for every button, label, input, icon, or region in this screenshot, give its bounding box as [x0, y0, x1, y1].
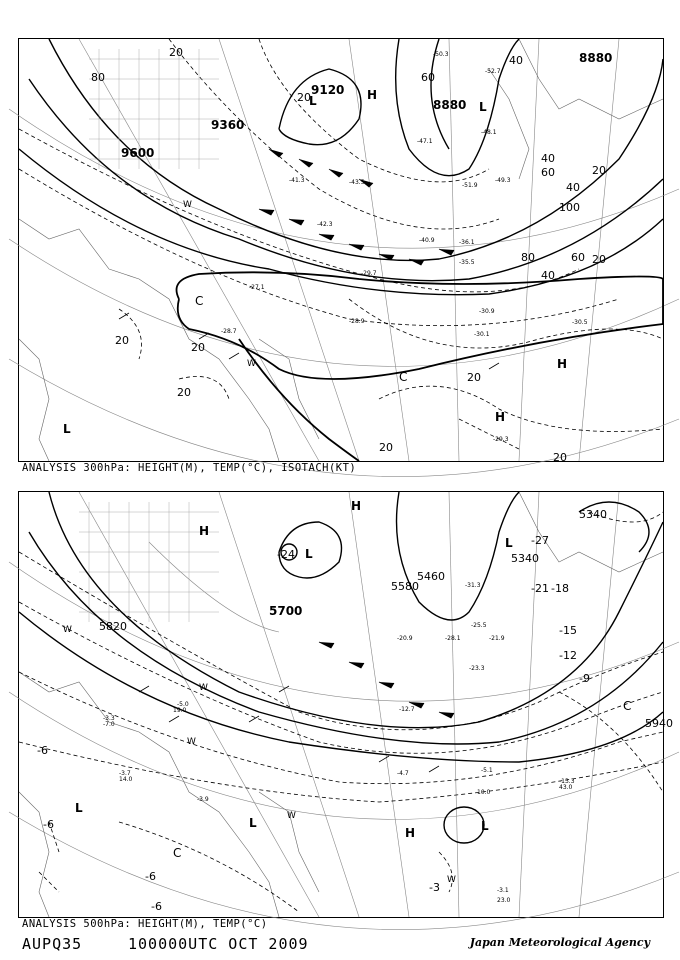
hatch-area — [79, 502, 219, 622]
isotach-label: 20 — [379, 441, 393, 454]
temp-label: -48.1 — [481, 129, 497, 136]
high-center: H — [199, 524, 210, 538]
temp-label: -24 — [277, 548, 295, 561]
temp-label: -42.3 — [317, 221, 333, 228]
cold-center: C — [399, 370, 408, 384]
height-label: 5820 — [99, 620, 127, 633]
temp-label: -15 — [559, 624, 577, 637]
low-center: L — [481, 819, 489, 833]
temp-label: -49.3 — [495, 177, 511, 184]
temp-label: -36.1 — [459, 239, 475, 246]
warm-center: W — [199, 683, 208, 693]
height-label: 5940 — [645, 717, 673, 730]
station-value: -3.3 — [103, 715, 115, 722]
station-value: -12.7 — [399, 706, 415, 713]
isotach-label: 80 — [521, 251, 535, 264]
station-value: -3.9 — [197, 796, 209, 803]
station-value: -28.1 — [445, 635, 461, 642]
low-center: L — [505, 536, 513, 550]
station-value: -5.1 — [481, 767, 493, 774]
station-value: -31.3 — [465, 582, 481, 589]
isotach-label: 40 — [566, 181, 580, 194]
high-center: H — [367, 88, 378, 102]
caption-300hpa: ANALYSIS 300hPa: HEIGHT(M), TEMP(°C), ISOTACH(KT) — [22, 462, 357, 474]
low-center: L — [249, 816, 257, 830]
map-300hpa — [19, 39, 663, 464]
station-value: 19.0 — [173, 707, 187, 714]
isotach-label: 60 — [421, 71, 435, 84]
chart-500hpa — [18, 491, 673, 918]
cold-center: C — [195, 294, 204, 308]
station-value: 43.0 — [559, 784, 573, 791]
valid-time: 100000UTC OCT 2009 — [128, 935, 309, 953]
low-center: L — [305, 547, 313, 561]
temp-label: -30.9 — [479, 308, 495, 315]
agency-name: Japan Meteorological Agency — [469, 936, 650, 949]
isotach-label: 40 — [509, 54, 523, 67]
caption-500hpa: ANALYSIS 500hPa: HEIGHT(M), TEMP(°C) — [22, 918, 268, 930]
height-label: 5700 — [269, 604, 303, 618]
height-label: 5580 — [391, 580, 419, 593]
graticule — [9, 492, 679, 930]
height-label: 9360 — [211, 118, 245, 132]
station-value: -3.1 — [497, 887, 509, 894]
height-label: 5460 — [417, 570, 445, 583]
station-value: -4.7 — [397, 770, 409, 777]
station-value: -5.0 — [177, 701, 189, 708]
station-value: 14.0 — [119, 776, 133, 783]
temp-label: -29.7 — [361, 270, 377, 277]
warm-center: W — [247, 359, 256, 369]
high-center: H — [557, 357, 568, 371]
cold-center: C — [173, 846, 182, 860]
temp-label: -27.1 — [249, 284, 265, 291]
bulletin-code: AUPQ35 — [22, 935, 83, 953]
temp-label: -3 — [429, 881, 440, 894]
low-center: L — [63, 422, 71, 436]
high-center: H — [495, 410, 506, 424]
height-label: 8880 — [579, 51, 613, 65]
isotach-label: 20 — [177, 386, 191, 399]
temp-label: -12 — [559, 649, 577, 662]
isotach-label: 20 — [592, 253, 606, 266]
jet-line — [239, 339, 359, 461]
temp-label: -6 — [37, 744, 48, 757]
chart-300hpa — [18, 38, 664, 462]
height-label: 5340 — [511, 552, 539, 565]
station-value: -20.9 — [397, 635, 413, 642]
temp-label: -52.7 — [485, 68, 501, 75]
warm-center: W — [447, 875, 456, 885]
station-value: -25.5 — [471, 622, 487, 629]
temp-label: -9 — [579, 672, 590, 685]
warm-center: W — [63, 625, 72, 635]
warm-center: W — [183, 200, 192, 210]
isotach-label: 80 — [91, 71, 105, 84]
isotach-label: 60 — [571, 251, 585, 264]
isotach-label: 20 — [115, 334, 129, 347]
low-center: L — [75, 801, 83, 815]
height-contours — [19, 39, 663, 295]
station-value: -3.7 — [119, 770, 131, 777]
isotach-label: 20 — [297, 91, 311, 104]
temp-label: -30.5 — [572, 319, 588, 326]
temp-label: -51.9 — [462, 182, 478, 189]
low-center: L — [309, 94, 317, 108]
high-center: H — [405, 826, 416, 840]
high-center: H — [351, 499, 362, 513]
temp-label: -6 — [151, 900, 162, 913]
isotach-label: 20 — [467, 371, 481, 384]
isotach-label: 40 — [541, 152, 555, 165]
warm-center: W — [287, 811, 296, 821]
height-label: 5340 — [579, 508, 607, 521]
temp-label: -28.7 — [221, 328, 237, 335]
temp-label: -6 — [145, 870, 156, 883]
temp-label: -18 — [551, 582, 569, 595]
isotach-label: 60 — [541, 166, 555, 179]
warm-center: W — [187, 737, 196, 747]
height-label: 9120 — [311, 83, 345, 97]
temp-label: -47.1 — [417, 138, 433, 145]
temp-label: -43.5 — [349, 179, 365, 186]
height-label: 9600 — [121, 146, 155, 160]
temp-label: -6 — [43, 818, 54, 831]
map-500hpa — [19, 492, 673, 917]
isotach-label: 100 — [559, 201, 580, 214]
temp-label: -28.9 — [349, 318, 365, 325]
station-value: -13.3 — [559, 778, 575, 785]
temp-label: -35.5 — [459, 259, 475, 266]
temp-label: -41.3 — [289, 177, 305, 184]
low-center: L — [479, 100, 487, 114]
isotach-label: 20 — [191, 341, 205, 354]
temp-label: -30.1 — [474, 331, 490, 338]
station-value: -23.3 — [469, 665, 485, 672]
cold-center: C — [623, 699, 632, 713]
temp-label: -50.3 — [433, 51, 449, 58]
isotach-label: 40 — [541, 269, 555, 282]
station-value: -21.9 — [489, 635, 505, 642]
height-label: 8880 — [433, 98, 467, 112]
station-value: 10.0 — [477, 789, 491, 796]
isotach-label: 20 — [169, 46, 183, 59]
temp-label: -21 — [531, 582, 549, 595]
station-value: -7.0 — [103, 721, 115, 728]
isotach-label: 20 — [553, 451, 567, 464]
coastline — [19, 39, 663, 461]
temp-label: -40.9 — [419, 237, 435, 244]
isotach-label: 20 — [592, 164, 606, 177]
station-value: 23.0 — [497, 897, 511, 904]
temp-label: -27 — [531, 534, 549, 547]
temp-label: -29.3 — [493, 436, 509, 443]
